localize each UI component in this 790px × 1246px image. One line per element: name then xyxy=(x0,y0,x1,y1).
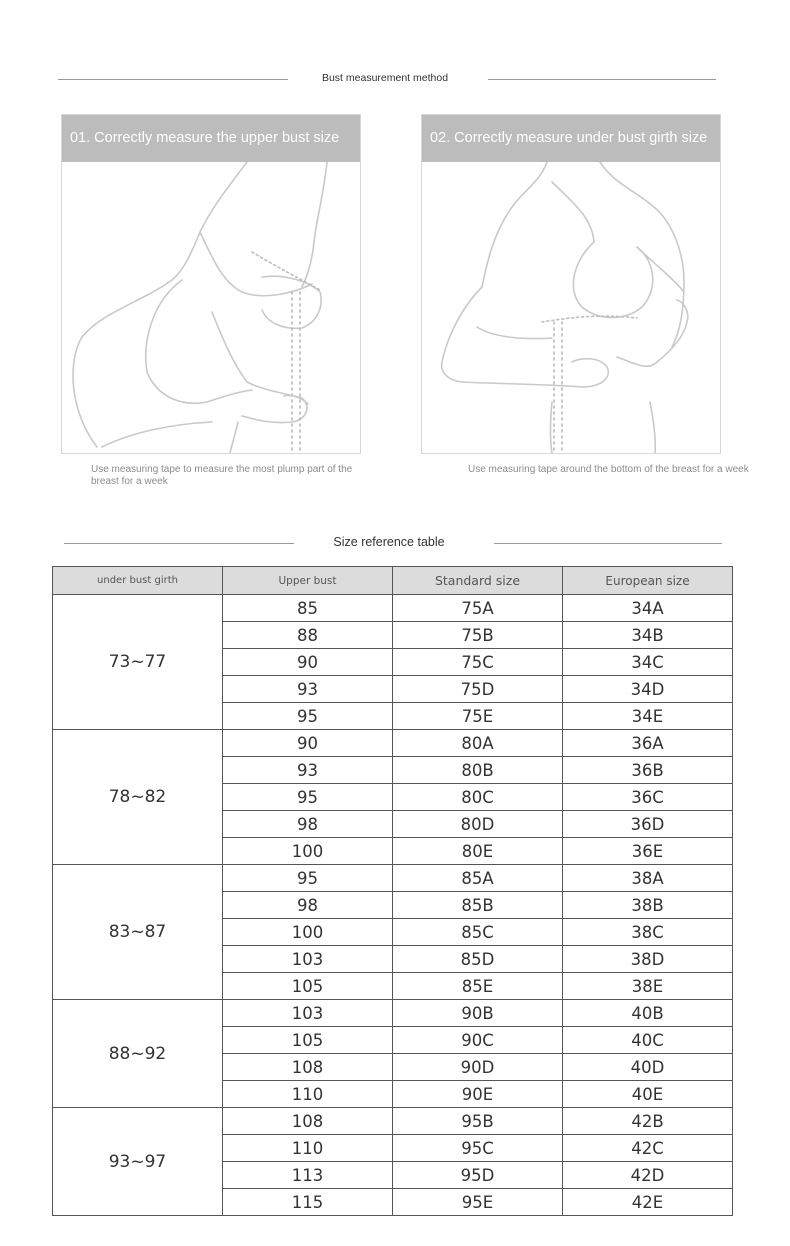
european-size-cell: 36D xyxy=(563,811,733,838)
table-row xyxy=(53,1108,733,1135)
under-bust-panel-heading: 02. Correctly measure under bust girth size xyxy=(422,115,720,162)
header-standard-size: Standard size xyxy=(393,567,563,595)
under-bust-caption: Use measuring tape around the bottom of the breast for a week xyxy=(468,464,749,475)
european-size-cell: 42E xyxy=(563,1189,733,1216)
table-header-row xyxy=(53,567,733,595)
standard-size-cell: 90D xyxy=(393,1054,563,1081)
size-table-title: Size reference table xyxy=(333,535,445,549)
table-row xyxy=(53,595,733,622)
standard-size-cell: 80E xyxy=(393,838,563,865)
upper-bust-cell: 110 xyxy=(223,1081,393,1108)
upper-bust-panel-heading: 01. Correctly measure the upper bust size xyxy=(62,115,360,162)
european-size-cell: 34A xyxy=(563,595,733,622)
upper-bust-cell: 90 xyxy=(223,730,393,757)
under-bust-range-cell: 73~77 xyxy=(53,595,223,730)
european-size-cell: 34C xyxy=(563,649,733,676)
under-bust-range-cell: 83~87 xyxy=(53,865,223,1000)
standard-size-cell: 85C xyxy=(393,919,563,946)
table-row xyxy=(53,730,733,757)
upper-bust-panel xyxy=(61,114,361,454)
european-size-cell: 36B xyxy=(563,757,733,784)
standard-size-cell: 85E xyxy=(393,973,563,1000)
header-european-size: European size xyxy=(563,567,733,595)
standard-size-cell: 80D xyxy=(393,811,563,838)
european-size-cell: 40B xyxy=(563,1000,733,1027)
standard-size-cell: 80C xyxy=(393,784,563,811)
measurement-rule-left xyxy=(58,79,288,80)
header-under-bust: under bust girth xyxy=(53,567,223,595)
upper-bust-cell: 95 xyxy=(223,865,393,892)
european-size-cell: 42C xyxy=(563,1135,733,1162)
upper-bust-cell: 95 xyxy=(223,703,393,730)
european-size-cell: 34D xyxy=(563,676,733,703)
european-size-cell: 38C xyxy=(563,919,733,946)
upper-bust-cell: 103 xyxy=(223,1000,393,1027)
european-size-cell: 36E xyxy=(563,838,733,865)
size-reference-table xyxy=(52,566,733,1216)
upper-bust-cell: 95 xyxy=(223,784,393,811)
upper-bust-cell: 98 xyxy=(223,811,393,838)
table-row xyxy=(53,1000,733,1027)
upper-bust-cell: 93 xyxy=(223,676,393,703)
upper-bust-cell: 90 xyxy=(223,649,393,676)
standard-size-cell: 85B xyxy=(393,892,563,919)
european-size-cell: 34B xyxy=(563,622,733,649)
standard-size-cell: 75E xyxy=(393,703,563,730)
size-table-rule-right xyxy=(494,543,722,544)
under-bust-range-cell: 93~97 xyxy=(53,1108,223,1216)
upper-bust-cell: 100 xyxy=(223,838,393,865)
standard-size-cell: 75C xyxy=(393,649,563,676)
standard-size-cell: 75A xyxy=(393,595,563,622)
standard-size-cell: 85D xyxy=(393,946,563,973)
standard-size-cell: 95D xyxy=(393,1162,563,1189)
upper-bust-cell: 108 xyxy=(223,1108,393,1135)
standard-size-cell: 80A xyxy=(393,730,563,757)
european-size-cell: 36C xyxy=(563,784,733,811)
upper-bust-illustration xyxy=(62,162,360,453)
upper-bust-cell: 88 xyxy=(223,622,393,649)
upper-bust-cell: 103 xyxy=(223,946,393,973)
european-size-cell: 34E xyxy=(563,703,733,730)
european-size-cell: 38B xyxy=(563,892,733,919)
standard-size-cell: 95E xyxy=(393,1189,563,1216)
header-upper-bust: Upper bust xyxy=(223,567,393,595)
upper-bust-cell: 100 xyxy=(223,919,393,946)
european-size-cell: 38E xyxy=(563,973,733,1000)
upper-bust-cell: 98 xyxy=(223,892,393,919)
table-row xyxy=(53,865,733,892)
upper-bust-cell: 110 xyxy=(223,1135,393,1162)
standard-size-cell: 90E xyxy=(393,1081,563,1108)
upper-bust-cell: 115 xyxy=(223,1189,393,1216)
european-size-cell: 42D xyxy=(563,1162,733,1189)
under-bust-range-cell: 88~92 xyxy=(53,1000,223,1108)
under-bust-illustration xyxy=(422,162,720,453)
standard-size-cell: 80B xyxy=(393,757,563,784)
measurement-rule-right xyxy=(488,79,716,80)
upper-bust-cell: 85 xyxy=(223,595,393,622)
under-bust-panel xyxy=(421,114,721,454)
standard-size-cell: 95B xyxy=(393,1108,563,1135)
upper-bust-cell: 105 xyxy=(223,1027,393,1054)
size-table-body xyxy=(53,595,733,1216)
size-table-rule-left xyxy=(64,543,294,544)
upper-bust-caption: Use measuring tape to measure the most plump part of the breast for a week xyxy=(91,464,353,487)
standard-size-cell: 75D xyxy=(393,676,563,703)
upper-bust-cell: 113 xyxy=(223,1162,393,1189)
upper-bust-cell: 108 xyxy=(223,1054,393,1081)
european-size-cell: 36A xyxy=(563,730,733,757)
european-size-cell: 42B xyxy=(563,1108,733,1135)
standard-size-cell: 90B xyxy=(393,1000,563,1027)
european-size-cell: 40D xyxy=(563,1054,733,1081)
european-size-cell: 38A xyxy=(563,865,733,892)
under-bust-range-cell: 78~82 xyxy=(53,730,223,865)
measurement-title: Bust measurement method xyxy=(321,72,449,84)
standard-size-cell: 85A xyxy=(393,865,563,892)
standard-size-cell: 75B xyxy=(393,622,563,649)
standard-size-cell: 95C xyxy=(393,1135,563,1162)
european-size-cell: 40E xyxy=(563,1081,733,1108)
european-size-cell: 40C xyxy=(563,1027,733,1054)
standard-size-cell: 90C xyxy=(393,1027,563,1054)
european-size-cell: 38D xyxy=(563,946,733,973)
upper-bust-cell: 93 xyxy=(223,757,393,784)
upper-bust-cell: 105 xyxy=(223,973,393,1000)
